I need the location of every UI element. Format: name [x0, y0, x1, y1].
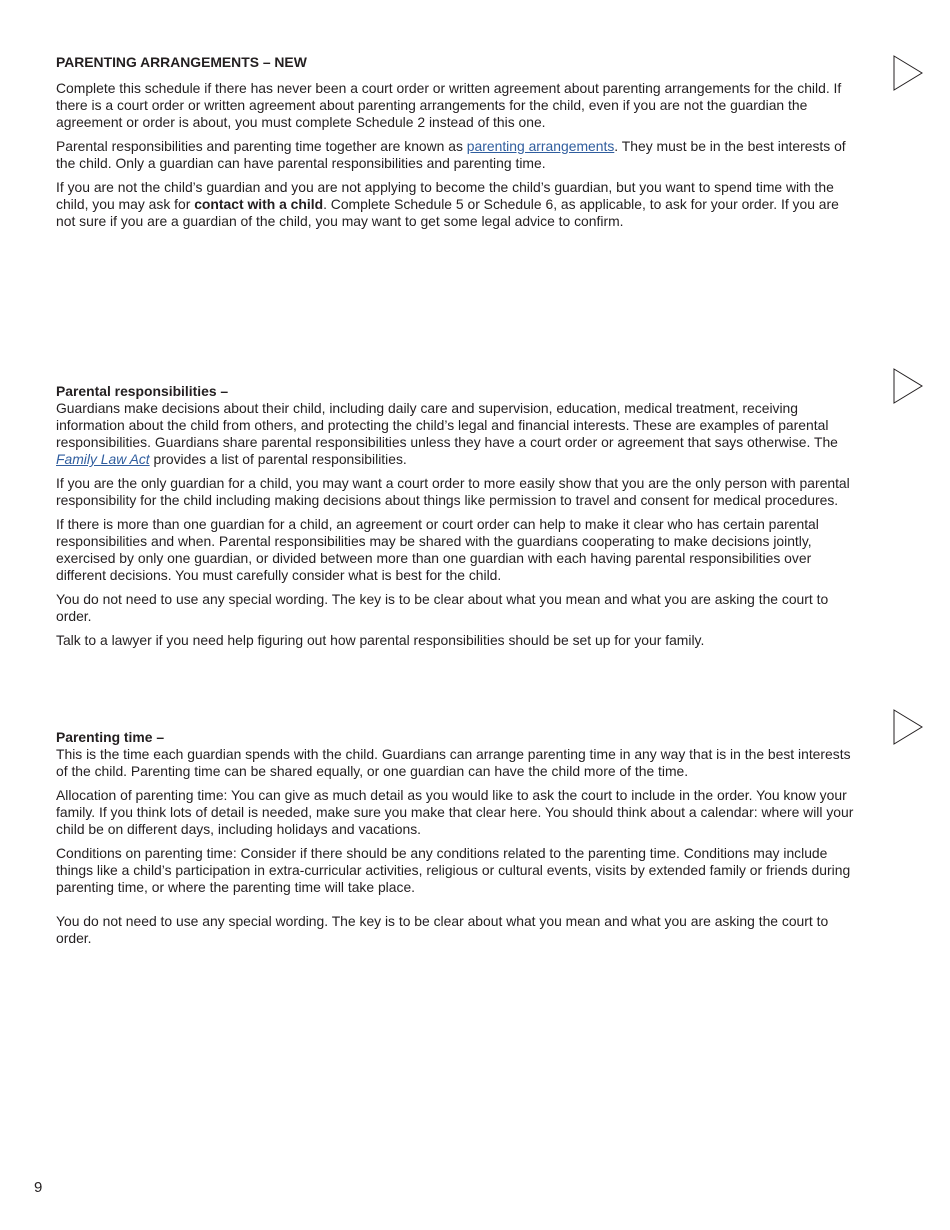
section-parenting-arrangements: [56, 54, 856, 237]
section-title: PARENTING ARRANGEMENTS – NEW: [56, 54, 307, 70]
triangle-right-icon[interactable]: [893, 368, 923, 404]
section-parental-responsibilities: [56, 383, 856, 656]
text: provides a list of parental responsibilities.: [149, 451, 407, 467]
text: If you are not the child’s guardian and you are not applying to become the child’s guardian, but you want to spend time with the child, you may ask for: [56, 179, 834, 212]
paragraph: [56, 138, 856, 172]
paragraph: This is the time each guardian spends with the child. Guardians can arrange parenting time in any way that is in the best interests of the child. Parenting time can be shared equally, or one guardian can have the child more of the time.: [56, 746, 851, 779]
family-law-act-link[interactable]: Family Law Act: [56, 451, 150, 467]
triangle-right-icon[interactable]: [893, 709, 923, 745]
section-title: Parental responsibilities –: [56, 383, 229, 399]
paragraph: [56, 400, 856, 468]
text: . Complete Schedule 5 or Schedule 6, as applicable, to ask for your order. If you are not sure if you are a guardian of the child, you may want to get some legal advice to confirm.: [56, 196, 839, 229]
section-title: Parenting time –: [56, 729, 165, 745]
paragraph: Conditions on parenting time: Consider if there should be any conditions related to the parenting time. Conditions may include things like a child’s participation in extra-curricular activities, religious or cultural events, visits by extended family or friends during parenting time, or where the parenting time will take place.: [56, 845, 851, 895]
paragraph: Allocation of parenting time: You can give as much detail as you would like to ask the court to include in the order. You know your family. If you think lots of detail is needed, make sure you make that clear here. You should think about a calendar: where will your child be on different days, including holidays and vacations.: [56, 787, 854, 837]
paragraph: Complete this schedule if there has never been a court order or written agreement about parenting arrangements for the child. If there is a court order or written agreement about parenting arrangements for the child, even if you are not the guardian the agreement or order is about, you must complete Schedule 2 instead of this one.: [56, 80, 842, 130]
bold-term: contact with a child: [194, 196, 324, 212]
text: . They must be in the best interests of the child. Only a guardian can have parental responsibilities and parenting time.: [56, 138, 846, 171]
paragraph: If you are the only guardian for a child, you may want a court order to more easily show that you are the only person with parental responsibility for the child including making decisions about things like permission to travel and consent for medical procedures.: [56, 475, 850, 508]
section-parenting-time: [56, 729, 856, 954]
paragraph: [56, 179, 856, 230]
paragraph: You do not need to use any special wording. The key is to be clear about what you mean and what you are asking the court to order.: [56, 913, 829, 946]
text: Parental responsibilities and parenting time together are known as: [56, 138, 467, 154]
paragraph: Talk to a lawyer if you need help figuring out how parental responsibilities should be set up for your family.: [56, 632, 705, 648]
paragraph: You do not need to use any special wording. The key is to be clear about what you mean and what you are asking the court to order.: [56, 591, 829, 624]
page-number: 9: [34, 1179, 43, 1196]
triangle-right-icon[interactable]: [893, 55, 923, 91]
paragraph: If there is more than one guardian for a child, an agreement or court order can help to make it clear who has certain parental responsibilities and when. Parental responsibilities may be shared with the guardians cooperating to make decisions jointly, exercised by only one guardian, or divided between more than one guardian with each having parental responsibilities over different decisions. You must carefully consider what is best for the child.: [56, 516, 819, 583]
text: Guardians make decisions about their child, including daily care and supervision, education, medical treatment, receiving information about the child from others, and protecting the child’s legal and financial interests. These are examples of parental responsibilities. Guardians share parental responsibilities unless they have a court order or agreement that says otherwise. The: [56, 400, 838, 450]
parenting-arrangements-link[interactable]: parenting arrangements: [466, 138, 615, 154]
